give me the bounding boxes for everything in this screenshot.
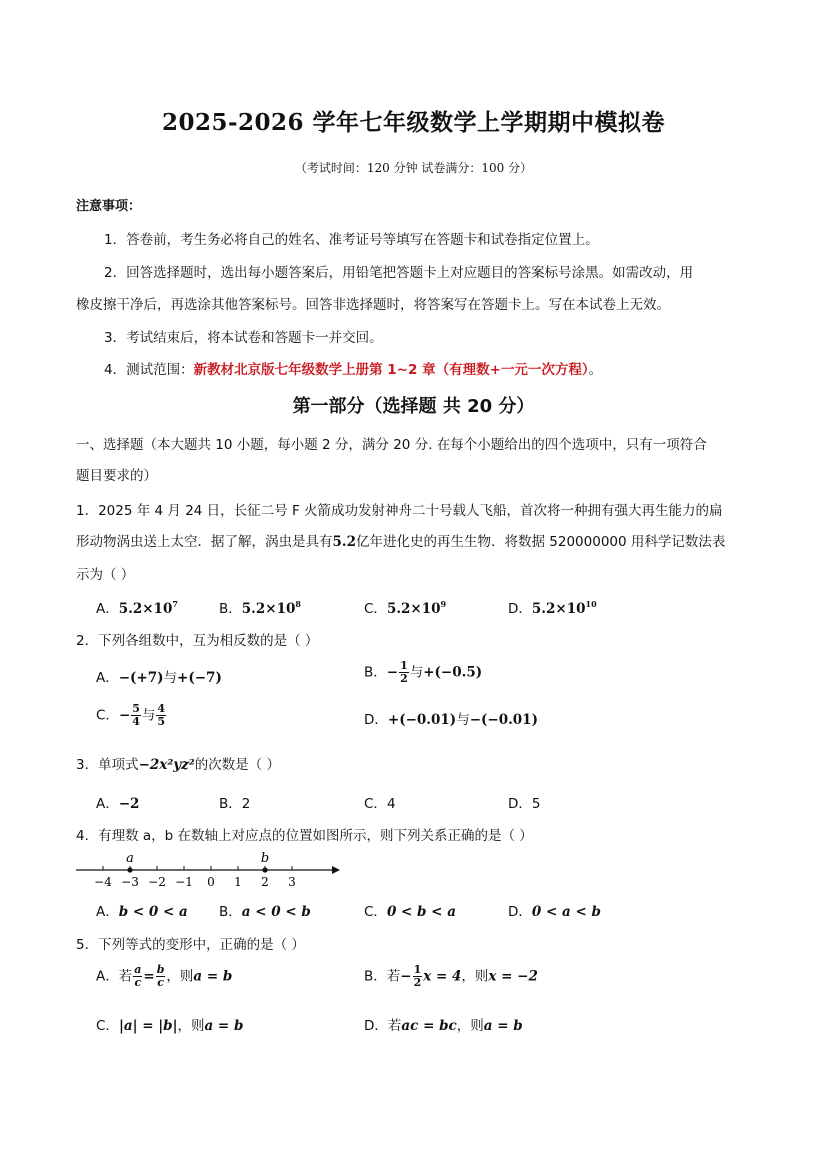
fraction [156,703,166,728]
q1-text: 形动物涡虫送上太空．据了解，涡虫是具有 [76,534,333,550]
part1-title: 第一部分（选择题 共 20 分） [292,396,535,417]
number-line-tick-label: −3 [121,875,139,889]
option-result: x = −2 [488,968,538,985]
fraction [156,964,166,989]
numerator: a [134,963,142,976]
option-expr: +(−7) [177,670,222,686]
option-label: B． [219,601,242,617]
option-label: D． [508,796,532,812]
option-result: a = b [204,1018,244,1034]
option-value: 0 < a < b [531,904,601,920]
q5-option-c[interactable] [96,1014,243,1034]
option-label: D． [364,712,388,728]
scope-range: 新教材北京版七年级数学上册第 1~2 章（有理数+一元一次方程） [193,362,589,378]
q1-option-a[interactable] [96,597,178,617]
notice-item: 3．考试结束后，将本试卷和答题卡一并交回。 [104,330,383,346]
option-label: C． [96,1018,119,1034]
q4-option-b[interactable] [219,900,311,920]
q5-option-d[interactable] [364,1014,523,1034]
section-intro: 一、选择题（本大题共 10 小题，每小题 2 分，满分 20 分. 在每个小题给出的四个选项中，只有一项符合 [76,437,707,453]
option-label: A． [96,796,119,812]
option-expr: |a| = |b| [118,1018,178,1034]
denominator: 5 [157,715,166,728]
q3-option-b[interactable] [219,792,250,812]
option-value: 4 [386,796,396,812]
option-result: a = b [483,1018,523,1034]
option-label: D． [508,904,532,920]
option-label: B．若 [364,968,401,985]
q3-text: 3．单项式 [76,757,139,773]
notice-item: 1．答卷前，考生务必将自己的姓名、准考证号等填写在答题卡和试卷指定位置上。 [104,232,599,248]
number-line-tick-label: 2 [261,875,269,889]
option-exponent: 9 [440,599,447,609]
number-line-tick-label: −4 [94,875,112,889]
option-expr: x = 4 [423,968,462,985]
option-value: 5.2×10 [531,601,586,617]
q3-option-d[interactable] [508,792,541,812]
option-expr: +(−0.5) [423,664,483,681]
option-label: C． [364,904,387,920]
option-expr: +(−0.01) [387,712,457,728]
option-value: −2 [118,796,140,812]
numerator: 4 [157,702,166,715]
option-label: B． [219,904,242,920]
option-connector: ，则 [461,968,489,985]
q5-option-a[interactable] [96,964,232,989]
q2-option-d[interactable] [364,708,538,728]
q1-text: 亿年进化史的再生生物．将数据 520000000 用科学记数法表 [356,534,726,550]
denominator: 2 [413,976,422,989]
number-line-tick-label: −1 [175,875,193,889]
option-expr: ac = bc [401,1018,457,1034]
option-connector: 与 [141,707,156,724]
option-connector: ，则 [456,1018,484,1034]
notice-item: 2．回答选择题时，选出每小题答案后，用铅笔把答题卡上对应题目的答案标号涂黑。如需改动，用 [104,265,694,281]
option-label: A． [96,904,119,920]
numerator: b [156,963,165,976]
fraction [131,703,141,728]
option-value: 5.2×10 [386,601,441,617]
q2-option-b[interactable] [364,660,482,685]
notice-item: 橡皮擦干净后，再选涂其他答案标号。回答非选择题时，将答案写在答题卡上。写在本试卷上无效。 [76,297,670,313]
q4-stem: 4．有理数 a，b 在数轴上对应点的位置如图所示，则下列关系正确的是（ ） [76,828,533,844]
q4-option-d[interactable] [508,900,601,920]
option-connector: 与 [163,670,178,686]
option-value: 5.2×10 [118,601,173,617]
option-connector: ，则 [177,1018,205,1034]
fraction [133,964,142,989]
option-label: B． [219,796,242,812]
number-line-arrow [332,866,340,874]
q1-option-d[interactable] [508,597,597,617]
number-line-tick-label: 0 [207,875,215,889]
option-label: C． [96,707,119,724]
q2-option-c[interactable] [96,703,167,728]
q1-value: 5.2 [332,534,356,550]
option-label: C． [364,796,387,812]
notice-item-scope [104,358,602,378]
q4-option-a[interactable] [96,900,188,920]
number-line-point-b [262,867,267,872]
q5-option-b[interactable] [364,964,538,989]
option-value: a < 0 < b [241,904,311,920]
q3-option-c[interactable] [364,792,396,812]
scope-prefix: 4．测试范围： [104,362,194,378]
number-line-point-a [127,867,132,872]
notice-heading: 注意事项： [76,199,142,214]
exam-subtitle: （考试时间：120 分钟 试卷满分：100 分） [294,161,533,175]
option-value: 5 [531,796,541,812]
q3-text: 的次数是（ ） [194,757,280,773]
q1-option-b[interactable] [219,597,301,617]
option-exponent: 8 [295,599,301,609]
option-exponent: 7 [172,599,178,609]
q4-option-c[interactable] [364,900,456,920]
option-label: C． [364,601,387,617]
option-label: A． [96,601,119,617]
option-value: 2 [241,796,251,812]
denominator: c [157,976,164,989]
numerator: 1 [400,659,408,672]
number-line-tick-label: 1 [234,875,242,889]
q5-stem: 5．下列等式的变形中，正确的是（ ） [76,937,305,953]
option-connector: 与 [409,664,424,681]
option-expr: −(+7) [118,670,164,686]
q1-option-c[interactable] [364,597,446,617]
number-line-point-label: a [126,851,134,866]
number-line-point-label: b [260,851,270,866]
option-label: D． [508,601,532,617]
option-label: A． [96,670,119,686]
option-result: a = b [193,968,233,985]
option-expr: −(−0.01) [469,712,538,728]
option-sign: − [400,968,412,985]
scope-suffix: 。 [588,362,603,378]
fraction [399,660,409,685]
exam-title: 2025-2026 学年七年级数学上学期期中模拟卷 [161,109,666,136]
q1-stem-line2 [76,530,725,550]
option-label: D．若 [364,1018,402,1034]
option-exponent: 10 [585,599,597,609]
section-intro: 题目要求的） [76,468,157,484]
option-sign: − [118,707,131,724]
option-label: A．若 [96,968,133,985]
option-value: b < 0 < a [118,904,188,920]
numerator: 5 [132,702,140,715]
denominator: 2 [400,672,408,685]
q3-monomial: −2x²yz² [138,757,195,773]
option-connector: ，则 [166,968,194,985]
option-sign: − [386,664,399,681]
q3-stem [76,753,280,773]
fraction [413,964,423,989]
option-label: B． [364,664,387,681]
number-line-tick-label: −2 [148,875,166,889]
number-line-tick-label: 3 [288,875,296,889]
number-line-figure [74,848,344,896]
q2-option-a[interactable] [96,666,222,686]
denominator: 4 [132,715,140,728]
q1-stem-line3: 示为（ ） [76,567,135,583]
q3-option-a[interactable] [96,792,139,812]
denominator: c [134,976,142,989]
option-value: 5.2×10 [241,601,296,617]
option-connector: 与 [456,712,470,728]
equals-sign: = [143,968,155,985]
option-value: 0 < b < a [386,904,456,920]
q1-stem: 1．2025 年 4 月 24 日，长征二号 F 火箭成功发射神舟二十号载人飞船，首次将一种拥有强大再生能力的扁 [76,503,723,519]
numerator: 1 [413,963,422,976]
q2-stem: 2．下列各组数中，互为相反数的是（ ） [76,633,319,649]
